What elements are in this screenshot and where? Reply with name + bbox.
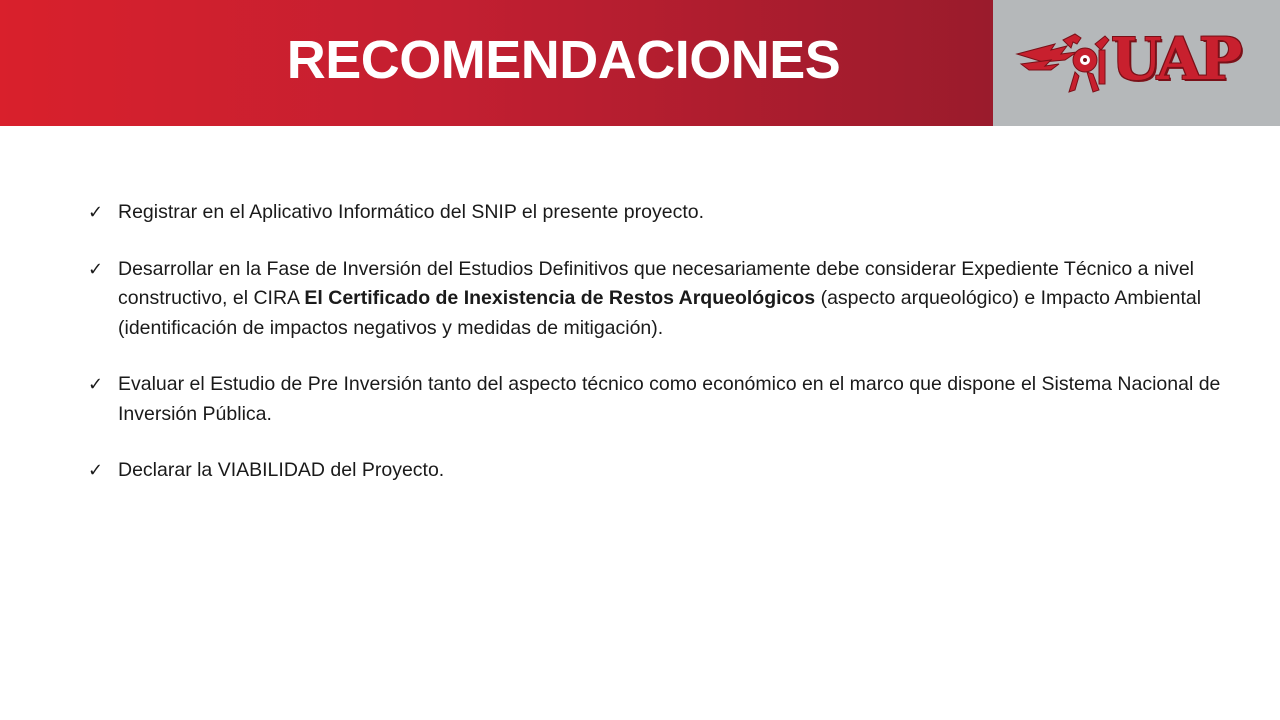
recommendation-text: Evaluar el Estudio de Pre Inversión tanto del aspecto técnico como económico en el marco que dispone el Sistema Nacional de Inversión Pública. [118, 373, 1221, 425]
checkmark-icon: ✓ [88, 374, 104, 395]
recommendation-item [88, 255, 1228, 344]
recommendation-text-bold: El Certificado de Inexistencia de Restos Arqueológicos [304, 287, 816, 309]
recommendation-item [88, 370, 1228, 429]
recommendation-text [118, 258, 1201, 339]
checkmark-icon: ✓ [88, 258, 104, 280]
recommendation-item [88, 198, 1228, 228]
checkmark-icon: ✓ [88, 202, 104, 223]
recommendation-text-part: Desarrollar en la Fase de Inversión del Estudios Definitivos que necesariamente debe considerar Expediente Técnico a nivel constructivo, el CIRA [118, 257, 1194, 309]
recommendation-item [88, 456, 1228, 486]
uap-logo-text: UAP [1111, 25, 1240, 93]
page-title: RECOMENDACIONES [286, 30, 841, 90]
checkmark-icon: ✓ [88, 460, 104, 481]
recommendation-text-part: (aspecto arqueológico) e Impacto Ambiental (identificación de impactos negativos y medidas de mitigación). [118, 287, 1202, 339]
recommendations-list [88, 198, 1228, 513]
logo-panel [993, 0, 1280, 126]
condor-emblem-icon [1015, 30, 1111, 96]
recommendation-text: Declarar la VIABILIDAD del Proyecto. [118, 459, 445, 481]
recommendation-text: Registrar en el Aplicativo Informático del SNIP el presente proyecto. [118, 201, 705, 223]
